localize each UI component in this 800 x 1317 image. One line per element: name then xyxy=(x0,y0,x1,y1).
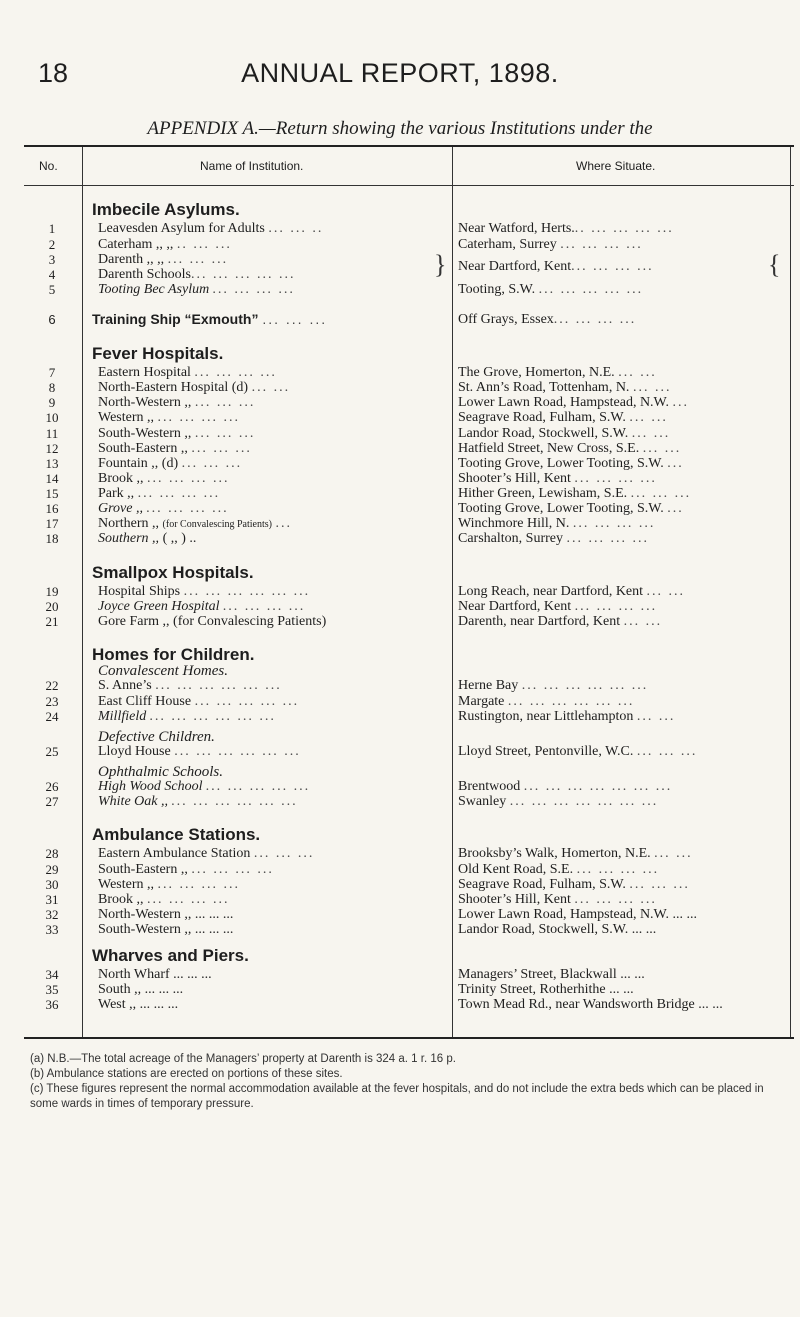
brace-icon: } xyxy=(434,249,447,279)
row-number: 24 xyxy=(45,708,59,724)
institution-name: North-Western ,, ... ... ... xyxy=(98,395,256,411)
institution-name: South-Western ,, ... ... ... xyxy=(98,921,234,937)
row-number: 31 xyxy=(45,891,59,907)
location: Near Dartford, Kent ... ... ... ... xyxy=(458,598,658,614)
location: Swanley ... ... ... ... ... ... ... xyxy=(458,794,659,810)
header-rule xyxy=(24,185,794,186)
table-row xyxy=(24,456,794,471)
institution-name: White Oak ,, ... ... ... ... ... ... xyxy=(98,794,298,810)
location: Shooter’s Hill, Kent ... ... ... ... xyxy=(458,891,657,907)
location: Long Reach, near Dartford, Kent ... ... xyxy=(458,583,686,599)
row-number: 7 xyxy=(48,365,56,381)
institution-name: South-Eastern ,, ... ... ... ... xyxy=(98,861,274,877)
row-number: 21 xyxy=(45,613,59,629)
location: St. Ann’s Road, Tottenham, N. ... ... xyxy=(458,380,672,396)
table-row xyxy=(24,892,794,907)
table-row xyxy=(24,584,794,599)
table-row xyxy=(24,426,794,441)
table-row xyxy=(24,967,794,982)
location: Seagrave Road, Fulham, S.W. ... ... ... xyxy=(458,876,690,892)
table-row xyxy=(24,614,794,629)
institution-name: Western ,, ... ... ... ... xyxy=(98,876,241,892)
table-row xyxy=(24,846,794,861)
subsection-heading: Defective Children. xyxy=(98,728,215,745)
institution-name: South-Eastern ,, ... ... ... xyxy=(98,440,252,456)
institution-name: Training Ship “Exmouth” ... ... ... xyxy=(92,312,328,328)
section-heading: Fever Hospitals. xyxy=(92,344,224,364)
institution-name: Darenth Schools... ... ... ... ... xyxy=(98,266,296,282)
table-row xyxy=(24,997,794,1012)
location: Tooting, S.W. ... ... ... ... ... xyxy=(458,281,644,297)
table-row xyxy=(24,410,794,425)
table-row xyxy=(24,312,794,327)
row-number: 9 xyxy=(48,395,56,411)
table-row xyxy=(24,237,794,252)
institution-name: Grove ,, ... ... ... ... xyxy=(98,501,229,517)
institution-name: West ,, ... ... ... xyxy=(98,996,179,1012)
table-row xyxy=(24,365,794,380)
location: Rustington, near Littlehampton ... ... xyxy=(458,708,676,724)
convalescing-note: (for Convalescing Patients) xyxy=(162,519,272,531)
table-row xyxy=(24,709,794,724)
institution-name: Hospital Ships ... ... ... ... ... ... xyxy=(98,583,311,599)
table-row xyxy=(24,486,794,501)
row-number: 4 xyxy=(48,266,56,282)
location: Off Grays, Essex... ... ... ... xyxy=(458,312,637,328)
row-number: 33 xyxy=(45,921,59,937)
table-row xyxy=(24,531,794,546)
location: Lower Lawn Road, Hampstead, N.W. ... ... xyxy=(458,906,697,922)
row-number: 2 xyxy=(48,236,56,252)
institution-name: Western ,, ... ... ... ... xyxy=(98,410,241,426)
brace-icon: { xyxy=(768,249,781,279)
location: Shooter’s Hill, Kent ... ... ... ... xyxy=(458,470,657,486)
location: Darenth, near Dartford, Kent ... ... xyxy=(458,613,663,629)
institution-name: Eastern Hospital ... ... ... ... xyxy=(98,365,277,381)
row-number: 8 xyxy=(48,380,56,396)
row-number: 27 xyxy=(45,794,59,810)
institution-name: North Wharf ... ... ... xyxy=(98,966,212,982)
table-row xyxy=(24,516,794,531)
location: Seagrave Road, Fulham, S.W. ... ... xyxy=(458,410,668,426)
location: Lloyd Street, Pentonville, W.C. ... ... ... xyxy=(458,743,698,759)
row-number: 25 xyxy=(45,743,59,759)
row-number: 29 xyxy=(45,861,59,877)
row-number: 32 xyxy=(45,906,59,922)
appendix-title: APPENDIX A.—Return showing the various Institutions under the xyxy=(147,118,653,139)
location: Tooting Grove, Lower Tooting, S.W. ... xyxy=(458,455,684,471)
page-title: ANNUAL REPORT, 1898. xyxy=(241,58,559,88)
institution-name: North-Eastern Hospital (d) ... ... xyxy=(98,380,291,396)
location: Caterham, Surrey ... ... ... ... xyxy=(458,236,643,252)
table-row xyxy=(24,862,794,877)
footnotes xyxy=(30,1052,790,1112)
table-row xyxy=(24,221,794,236)
location: Herne Bay ... ... ... ... ... ... xyxy=(458,678,649,694)
row-number: 36 xyxy=(45,996,59,1012)
institution-name: Northern ,, (for Convalescing Patients) ... xyxy=(98,516,292,532)
row-number: 34 xyxy=(45,966,59,982)
institution-name: Eastern Ambulance Station ... ... ... xyxy=(98,846,315,862)
institution-name: Lloyd House ... ... ... ... ... ... xyxy=(98,743,301,759)
row-number: 19 xyxy=(45,583,59,599)
row-number: 18 xyxy=(45,531,59,547)
institution-name: S. Anne’s ... ... ... ... ... ... xyxy=(98,678,282,694)
row-number: 20 xyxy=(45,598,59,614)
institution-name: Gore Farm ,, (for Convalescing Patients) xyxy=(98,613,327,629)
row-number: 12 xyxy=(45,440,59,456)
institution-name: Brook ,, ... ... ... ... xyxy=(98,891,230,907)
row-number: 17 xyxy=(45,516,59,532)
row-number: 14 xyxy=(45,470,59,486)
table-row xyxy=(24,282,794,297)
location: Town Mead Rd., near Wandsworth Bridge ... ... xyxy=(458,996,723,1012)
table-row xyxy=(24,441,794,456)
table-row xyxy=(24,779,794,794)
row-number: 16 xyxy=(45,501,59,517)
row-number: 23 xyxy=(45,693,59,709)
footnote: (b) Ambulance stations are erected on portions of these sites. xyxy=(30,1068,343,1080)
row-number: 11 xyxy=(45,425,59,441)
row-number: 1 xyxy=(48,221,56,237)
row-number: 26 xyxy=(45,779,59,795)
row-number: 15 xyxy=(45,486,59,501)
institution-name: Millfield ... ... ... ... ... ... xyxy=(98,708,277,724)
section-heading: Ambulance Stations. xyxy=(92,825,261,845)
location: Lower Lawn Road, Hampstead, N.W. ... xyxy=(458,395,689,411)
table-row xyxy=(24,599,794,614)
table-row xyxy=(24,877,794,892)
table-row xyxy=(24,395,794,410)
table-row xyxy=(24,982,794,997)
institution-name: High Wood School ... ... ... ... ... xyxy=(98,779,311,795)
row-number: 30 xyxy=(45,876,59,892)
table-row xyxy=(24,794,794,809)
page-header xyxy=(0,58,800,98)
row-number: 3 xyxy=(48,251,56,267)
row-number: 13 xyxy=(45,455,59,471)
table-row xyxy=(24,501,794,516)
row-number: 28 xyxy=(45,846,59,862)
location: Landor Road, Stockwell, S.W. ... ... xyxy=(458,921,657,937)
location: Hatfield Street, New Cross, S.E. ... ... xyxy=(458,440,682,456)
table-row xyxy=(24,678,794,693)
table-row xyxy=(24,922,794,937)
row-number: 35 xyxy=(45,981,59,997)
subsection-heading: Ophthalmic Schools. xyxy=(98,764,223,781)
institution-name: Tooting Bec Asylum ... ... ... ... xyxy=(98,281,296,297)
institution-name: Darenth ,, ,, ... ... ... xyxy=(98,251,229,267)
location: Landor Road, Stockwell, S.W. ... ... xyxy=(458,425,671,441)
table-row xyxy=(24,744,794,759)
section-heading: Homes for Children. xyxy=(92,644,255,664)
institution-name: Southern ,, ( ,, ) .. xyxy=(98,531,197,547)
institution-name: Brook ,, ... ... ... ... xyxy=(98,470,230,486)
table-row xyxy=(24,267,794,282)
row-number: 6 xyxy=(48,312,56,328)
institution-name: North-Western ,, ... ... ... xyxy=(98,906,234,922)
location: Near Dartford, Kent... ... ... ... xyxy=(458,259,654,275)
footnote: (c) These figures represent the normal accommodation available at the fever hospitals, and do not include the extra beds which can be placed in some wards in times of temporary pressure. xyxy=(30,1083,764,1110)
location: Hither Green, Lewisham, S.E. ... ... ... xyxy=(458,486,692,501)
row-number: 5 xyxy=(48,281,56,297)
location: Trinity Street, Rotherhithe ... ... xyxy=(458,981,634,997)
institution-name: Caterham ,, ,, .. ... ... xyxy=(98,236,232,252)
institution-name: East Cliff House ... ... ... ... ... xyxy=(98,693,300,709)
section-heading: Imbecile Asylums. xyxy=(92,200,240,220)
column-header-name: Name of Institution. xyxy=(200,159,304,173)
column-header-no: No. xyxy=(39,159,58,173)
location: Margate ... ... ... ... ... ... xyxy=(458,693,635,709)
footnote: (a) N.B.—The total acreage of the Managers’ property at Darenth is 324 a. 1 r. 16 p. xyxy=(30,1053,456,1065)
subsection-heading: Convalescent Homes. xyxy=(98,663,228,680)
location: Managers’ Street, Blackwall ... ... xyxy=(458,966,645,982)
section-heading: Smallpox Hospitals. xyxy=(92,562,254,582)
location: Brooksby’s Walk, Homerton, N.E. ... ... xyxy=(458,846,693,862)
table-row xyxy=(24,380,794,395)
column-header-where: Where Situate. xyxy=(576,159,656,173)
location: Brentwood ... ... ... ... ... ... ... xyxy=(458,779,673,795)
location: Tooting Grove, Lower Tooting, S.W. ... xyxy=(458,501,684,517)
institution-name: South-Western ,, ... ... ... xyxy=(98,425,256,441)
location: Winchmore Hill, N. ... ... ... ... xyxy=(458,516,656,532)
table-row xyxy=(24,694,794,709)
institution-name: Leavesden Asylum for Adults ... ... .. xyxy=(98,221,324,237)
location: Old Kent Road, S.E. ... ... ... ... xyxy=(458,861,660,877)
institution-name: Park ,, ... ... ... ... xyxy=(98,486,221,501)
institution-name: Fountain ,, (d) ... ... ... xyxy=(98,455,243,471)
section-heading: Wharves and Piers. xyxy=(92,945,249,965)
institution-name: Joyce Green Hospital ... ... ... ... xyxy=(98,598,306,614)
institution-name: South ,, ... ... ... xyxy=(98,981,184,997)
page-number: 18 xyxy=(38,58,69,88)
institutions-table xyxy=(24,145,794,1039)
row-number: 10 xyxy=(45,410,59,426)
row-number: 22 xyxy=(45,678,59,694)
location: Carshalton, Surrey ... ... ... ... xyxy=(458,531,649,547)
table-row xyxy=(24,907,794,922)
location: The Grove, Homerton, N.E. ... ... xyxy=(458,365,657,381)
table-row xyxy=(24,471,794,486)
location: Near Watford, Herts... ... ... ... ... xyxy=(458,221,674,237)
